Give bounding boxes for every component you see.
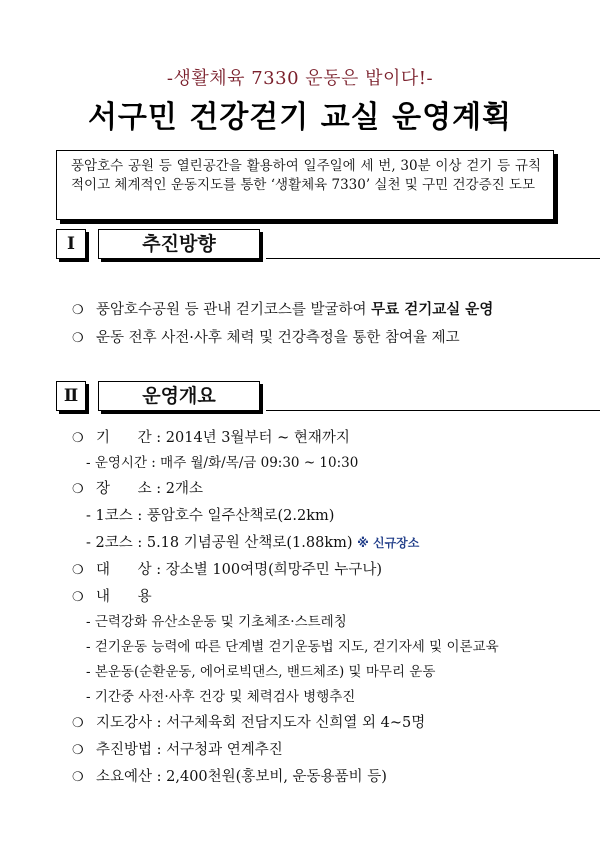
item-text: 풍암호수공원 등 관내 걷기코스를 발굴하여 — [96, 302, 372, 318]
section-2-title: 운영개요 — [98, 381, 260, 411]
section-2-rule — [266, 410, 600, 411]
item-text: 운동 전후 사전·사후 체력 및 건강측정을 통한 참여율 제고 — [96, 330, 460, 346]
section-1-rule — [266, 258, 600, 259]
instructor-text: 지도강사 : 서구체육회 전담지도자 신희열 외 4~5명 — [96, 715, 426, 731]
period-sub-row: - 운영시간 : 매주 월/화/목/금 09:30 ~ 10:30 — [86, 455, 359, 471]
course-1-row: - 1코스 : 풍암호수 일주산책로(2.2km) — [86, 508, 335, 524]
bullet-icon: ❍ — [72, 431, 84, 446]
bullet-icon: ❍ — [72, 716, 84, 731]
budget-row — [72, 767, 387, 788]
summary-box: 풍암호수 공원 등 열린공간을 활용하여 일주일에 세 번, 30분 이상 걷기 등 규칙적이고 체계적인 운동지도를 통한 ‘생활체육 7330’ 실천 및 구민 건강증진 도모 — [56, 150, 554, 220]
bullet-icon: ❍ — [72, 482, 84, 497]
period-text: 기 간 : 2014년 3월부터 ~ 현재까지 — [96, 430, 350, 446]
content-item: - 근력강화 유산소운동 및 기초체조·스트레칭 — [86, 614, 347, 630]
bullet-icon: ❍ — [72, 590, 84, 605]
content-item: - 기간중 사전·사후 건강 및 체력검사 병행추진 — [86, 689, 356, 705]
bullet-icon: ❍ — [72, 563, 84, 578]
period-row — [72, 428, 350, 449]
content-item: - 걷기운동 능력에 따른 단계별 걷기운동법 지도, 걷기자세 및 이론교육 — [86, 639, 499, 655]
instructor-row — [72, 713, 425, 734]
page-subtitle: -생활체육 7330 운동은 밥이다!- — [166, 68, 434, 89]
page-title: 서구민 건강걷기 교실 운영계획 — [87, 100, 513, 135]
place-row — [72, 479, 203, 500]
content-item: - 본운동(순환운동, 에어로빅댄스, 밴드체조) 및 마무리 운동 — [86, 664, 436, 680]
section-1-title: 추진방향 — [98, 229, 260, 259]
target-row — [72, 560, 382, 581]
list-item — [72, 328, 460, 349]
place-text: 장 소 : 2개소 — [96, 481, 204, 497]
budget-text: 소요예산 : 2,400천원(홍보비, 운동용품비 등) — [96, 769, 387, 785]
method-text: 추진방법 : 서구청과 연계추진 — [96, 742, 283, 758]
bullet-icon: ❍ — [72, 303, 84, 318]
section-2-number: Ⅱ — [56, 381, 86, 411]
content-row — [72, 587, 152, 608]
bullet-icon: ❍ — [72, 331, 84, 346]
target-text: 대 상 : 장소별 100여명(희망주민 누구나) — [96, 562, 383, 578]
course-2-text: - 2코스 : 5.18 기념공원 산책로(1.88km) — [86, 535, 353, 551]
new-place-note: ※ 신규장소 — [357, 536, 420, 550]
method-row — [72, 740, 283, 761]
bullet-icon: ❍ — [72, 743, 84, 758]
content-text: 내 용 — [96, 589, 152, 605]
section-1-number: Ⅰ — [56, 229, 86, 259]
bullet-icon: ❍ — [72, 770, 84, 785]
item-text-bold: 무료 걷기교실 운영 — [371, 301, 494, 318]
course-2-row — [86, 533, 419, 553]
list-item — [72, 300, 493, 321]
